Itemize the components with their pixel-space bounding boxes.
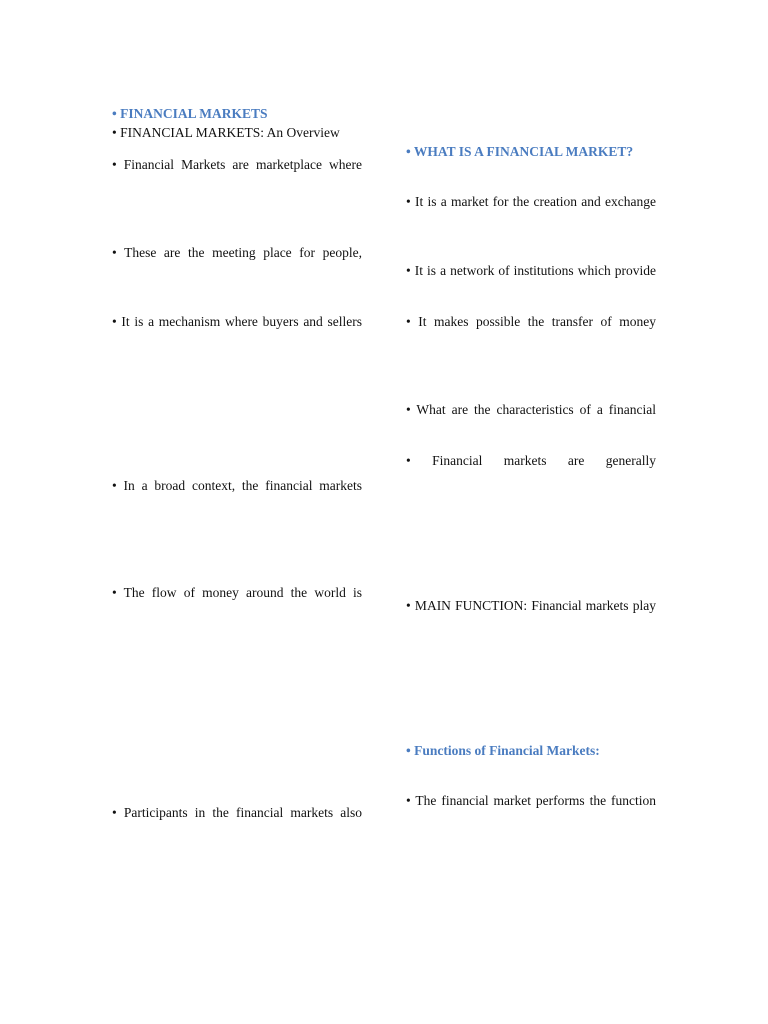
left-item-1: • Financial Markets are marketplace where xyxy=(112,157,362,172)
right-item-5: • Financial markets are generally xyxy=(406,453,656,468)
right-heading: • WHAT IS A FINANCIAL MARKET? xyxy=(406,144,634,159)
right-item-6: • MAIN FUNCTION: Financial markets play xyxy=(406,598,656,613)
left-item-2: • These are the meeting place for people, xyxy=(112,245,362,260)
functions-heading: • Functions of Financial Markets: xyxy=(406,743,600,758)
right-item-3: • It makes possible the transfer of money xyxy=(406,314,656,329)
left-item-3: • It is a mechanism where buyers and sellers xyxy=(112,314,362,329)
right-item-4: • What are the characteristics of a financial xyxy=(406,402,656,417)
left-subheading: • FINANCIAL MARKETS: An Overview xyxy=(112,125,340,140)
left-item-4: • In a broad context, the financial markets xyxy=(112,478,362,493)
left-item-5: • The flow of money around the world is xyxy=(112,585,362,600)
functions-item-1: • The financial market performs the function xyxy=(406,793,656,808)
left-heading: • FINANCIAL MARKETS xyxy=(112,106,268,121)
right-item-2: • It is a network of institutions which provide xyxy=(406,263,656,278)
left-item-6: • Participants in the financial markets also xyxy=(112,805,362,820)
right-item-1: • It is a market for the creation and exchange xyxy=(406,194,656,209)
